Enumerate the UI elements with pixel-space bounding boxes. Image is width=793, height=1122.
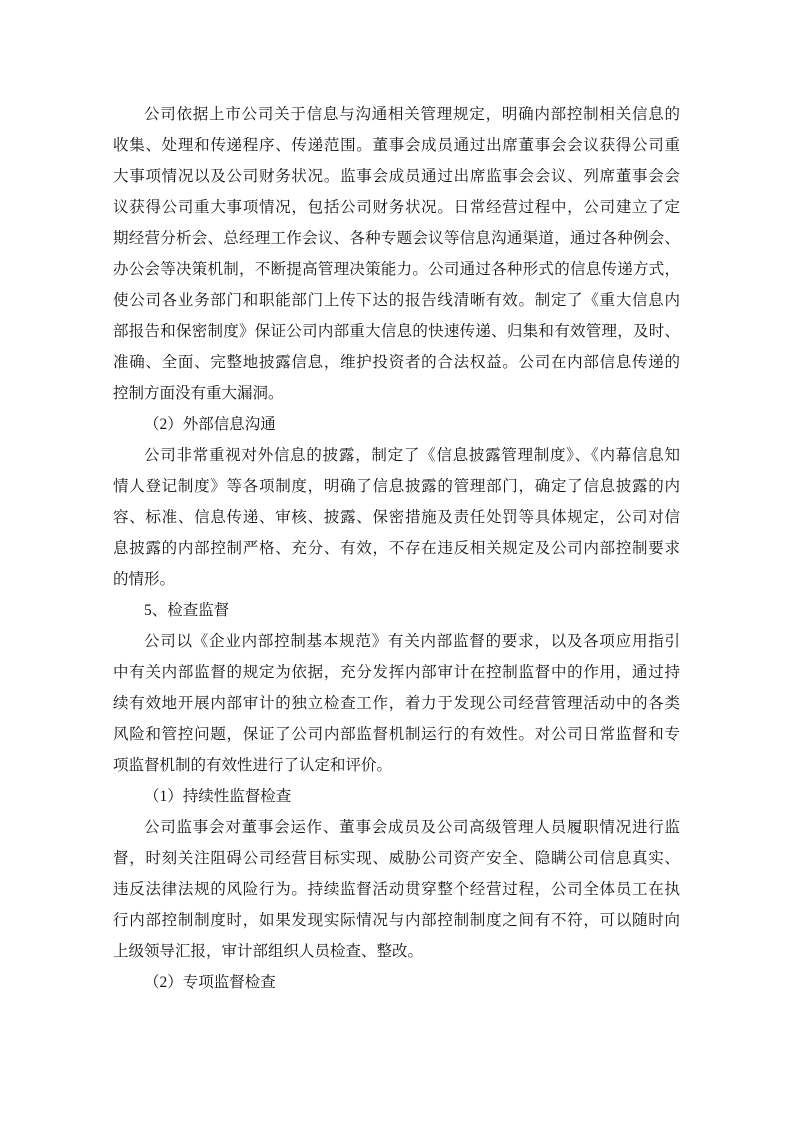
paragraph-line: 督，时刻关注阻碍公司经营目标实现、威胁公司资产安全、隐瞒公司信息真实、 [113, 850, 680, 867]
paragraph-line: 公司依据上市公司关于信息与沟通相关管理规定，明确内部控制相关信息的 [144, 106, 680, 123]
section-heading: （1）持续性监督检查 [144, 788, 292, 805]
paragraph-line: 中有关内部监督的规定为依据，充分发挥内部审计在控制监督中的作用，通过持 [113, 664, 680, 681]
paragraph-line: 收集、处理和传递程序、传递范围。董事会成员通过出席董事会会议获得公司重 [113, 137, 680, 154]
paragraph-line: 行内部控制制度时，如果发现实际情况与内部控制制度之间有不符，可以随时向 [113, 912, 680, 929]
paragraph-line: 情人登记制度》等各项制度，明确了信息披露的管理部门，确定了信息披露的内 [113, 478, 680, 495]
paragraph-line: 期经营分析会、总经理工作会议、各种专题会议等信息沟通渠道，通过各种例会、 [113, 230, 680, 247]
paragraph-line: 控制方面没有重大漏洞。 [113, 385, 284, 402]
paragraph-line: 使公司各业务部门和职能部门上传下达的报告线清晰有效。制定了《重大信息内 [113, 292, 680, 309]
section-heading: （2）专项监督检查 [144, 974, 276, 991]
paragraph-line: 违反法律法规的风险行为。持续监督活动贯穿整个经营过程，公司全体员工在执 [113, 881, 680, 898]
paragraph-line: 公司监事会对董事会运作、董事会成员及公司高级管理人员履职情况进行监 [144, 819, 680, 836]
paragraph-line: 公司非常重视对外信息的披露，制定了《信息披露管理制度》、《内幕信息知 [144, 447, 680, 464]
paragraph-line: 部报告和保密制度》保证公司内部重大信息的快速传递、归集和有效管理，及时、 [113, 323, 680, 340]
paragraph-line: 大事项情况以及公司财务状况。监事会成员通过出席监事会会议、列席董事会会 [113, 168, 680, 185]
paragraph-line: 办公会等决策机制，不断提高管理决策能力。公司通过各种形式的信息传递方式， [113, 261, 680, 278]
paragraph-line: 准确、全面、完整地披露信息，维护投资者的合法权益。公司在内部信息传递的 [113, 354, 680, 371]
paragraph-line: 的情形。 [113, 571, 176, 588]
section-heading: （2）外部信息沟通 [144, 416, 276, 433]
paragraph-line: 项监督机制的有效性进行了认定和评价。 [113, 757, 393, 774]
paragraph-line: 上级领导汇报，审计部组织人员检查、整改。 [113, 943, 424, 960]
paragraph-line: 议获得公司重大事项情况，包括公司财务状况。日常经营过程中，公司建立了定 [113, 199, 680, 216]
document-text-block [113, 99, 680, 998]
paragraph-line: 息披露的内部控制严格、充分、有效，不存在违反相关规定及公司内部控制要求 [113, 540, 680, 557]
section-heading: 5、检查监督 [144, 602, 230, 619]
paragraph-line: 风险和管控问题，保证了公司内部监督机制运行的有效性。对公司日常监督和专 [113, 726, 680, 743]
paragraph-line: 公司以《企业内部控制基本规范》有关内部监督的要求，以及各项应用指引 [144, 633, 680, 650]
paragraph-line: 容、标准、信息传递、审核、披露、保密措施及责任处罚等具体规定，公司对信 [113, 509, 680, 526]
paragraph-line: 续有效地开展内部审计的独立检查工作，着力于发现公司经营管理活动中的各类 [113, 695, 680, 712]
